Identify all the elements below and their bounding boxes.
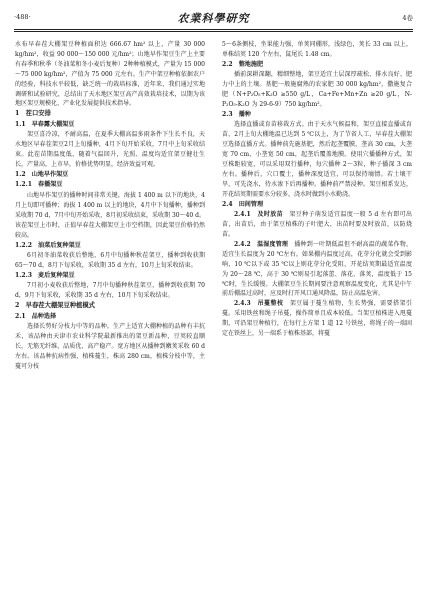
heading-section-2-1: 2.1 品种选择 [15,312,57,320]
paragraph-rape-rotation: 6月初冬油菜收获后整地，6月中旬播种秋茬架豆，播种到收获期 65～70 d，8月下旬采收，采收期 35 d 左右，10月上旬采收结束。 [15,252,205,269]
header-rule-top [14,29,413,30]
heading-section-2-2: 2.2 整地施肥 [222,60,264,68]
heading-section-2: 2 早春茬大棚架豆种植模式 [15,302,95,310]
header-rule-bottom [14,31,413,32]
paragraph-spring-sowing: 山地早作架豆的播种时间非常关键，海拔 1 400 m 以下的地块，4月上旬即可播种；海拔 1 400 m 以上的地块，4月中下旬播种，播种到采收期 70 d，7月中旬开始采收，8月初采收结束，采收期 30～40 d。该茬架豆上市时，正值早春茬大棚架豆上市空档期，因此架豆价格仍然较高。 [15,191,205,239]
heading-section-1-2-2: 1.2.2 油菜后复种架豆 [15,241,81,249]
paragraph-fertilizer: 插前深耕深翻，精细整地，架豆适宜土层深厚疏松、排水良好、肥力中上的土壤。基肥一般施腐熟的农家肥 30 000 kg/hm²，撒施复合肥（N+P₂O₅+K₂O ≥550 g/L，Ca+Fe+Mn+Zn ≥20 g/L，N-P₂O₅-K₂O 为 29-6-9）750 kg/hm²。 [222,71,412,109]
heading-section-2-4-1: 2.4.1 及时放苗 [234,211,283,219]
left-column [15,40,205,372]
heading-section-1-2: 1.2 山地早作架豆 [15,170,69,178]
paragraph-seedling-release [222,210,412,240]
heading-section-2-4-3: 2.4.3 吊蔓整枝 [234,300,284,308]
paragraph-temperature [222,240,412,299]
heading-section-1: 1 茬口安排 [15,110,51,118]
paragraph-wheat-rotation: 7月初小麦收获后整地，7月中旬播种秋茬架豆，播种到收获期 70 d，9月下旬采收，采收期 35 d 左右，10月下旬采收结束。 [15,282,205,300]
journal-title: 农業科學研究 [177,12,250,25]
text-vine-training: 架豆属于蔓生植物，生长势强，需要搭架引蔓。采用铁丝和绳子吊蔓，操作简单且成本较低。当架豆植株进入甩蔓期，可沿架豆种植行，在每行上方架 1 道 12 号铁丝，将绳子的一端固定在铁丝上，另一端系于植株基部，将蔓 [222,300,412,338]
paragraph-variety: 选择长势好分枝力中等的品种。生产上适宜大棚种植的品种有丰抗禾，该品种由天津市农业科学院最新推出的架豆新品种，豆荚较直顺长，无筋无纤维，品质优，高产稳产。宽方地区从播种到嫩荚采收 60 d 左右。该品种抗病性强，植株蔓生，株高 280 cm，植株分枝中等，主蔓可分枝 [15,323,205,370]
heading-section-1-2-1: 1.2.1 春播架豆 [15,181,63,189]
heading-section-1-2-3: 1.2.3 麦后复种架豆 [15,271,75,279]
paragraph-greenhouse: 架豆喜冷凉，不耐高温，在夏季大棚高温多雨条件下生长不良，天水地区早春茬架豆2月上旬播种，4月下旬开始采收，7月中上旬采收结束。此茬苗期温度低，随着气温回升，光照、温度均适宜架豆健壮生长，产量高，上市早，价格优势明显，经济效益可观。 [15,131,205,169]
volume-label: 4卷 [402,14,413,22]
heading-section-2-4: 2.4 田间管理 [222,200,264,208]
paragraph-intro: 水布早春茬大棚架豆种植面积达 666.67 hm² 以上，产量 30 000 kg/hm²，收益 90 000～150 000 元/hm²；山地早作架豆生产上主要有春季和秋季（冬油菜和冬小麦后复种）2种种植模式，产量为 15 000～75 000 kg/hm²，产值为 75 000 元左右。生产中架豆种植依据农户的经验，科技水平较低，缺乏统一的栽培标准，近年来，我们通过实地调研和试验研究，总结出了天水地区架豆高产高效栽培技术，以期为该地区架豆规模化、产业化发展提供技术指导。 [15,41,205,108]
paragraph-sowing: 选择直播或育苗移栽方式。由于天水气候温和，架豆直接直播或育苗，2月上旬大棚地温已达到 5 ℃以上，为了节省人工，早春茬大棚架豆选择直播方式。播种前先施基肥，然后起垄覆膜，垄高 30 cm，大垄宽 70 cm，小垄宽 50 cm，起垄后覆盖地膜。使用穴播播种方式，架豆株距较宽，可以采用双行播种，每穴播种 2～3粒，种子播深 3 cm 左右。播种后，穴口覆土，播种深度适宜，可以保持墒情。若土壤干旱，可先浇水，待水渗下后再播种。播种前严禁浸种。架豆根系发达，开花结荚期需要水分较多，浇水时做到小水勤浇。 [222,121,412,198]
page-header [14,10,413,27]
right-column [222,40,412,339]
text-temperature: 播种到一叶期低温但不耐高温的蔬菜作物，适宜生长温度为 20 ℃左右。如果棚内温度过高，花芽分化就会受到影响，10 ℃以下或 35 ℃以上则花芽分化受阻，开花结荚期最适宜温度为 20～28 ℃，高于 30 ℃则易引起落蕾、落花、落荚，温度低于 15 ℃时，生长缓慢。大棚架豆生长期间要注意观察温度变化，尤其是中午前后棚温过高时，应及时打开风口通风降温，防止高温危害。 [222,240,412,298]
paragraph-vine-training [222,299,412,339]
heading-section-2-4-2: 2.4.2 温湿度管理 [234,240,289,248]
text-seedling-release: 架豆种子萌发适宜温度一般 5 d 左右即可出苗，出苗后，由于架豆植株的子叶肥大，出苗时要及时放苗，以防烧苗。 [222,211,412,238]
page-number: ·488· [14,13,31,21]
heading-section-1-1: 1.1 早春露大棚架豆 [15,120,75,128]
paragraph-variety-cont: 5～6条侧枝，坐果能力强，单荚同棚形，浅绿色，荚长 33 cm 以上，单株结荚 120 个左右，鼠尾长 1.48 cm。 [222,41,412,58]
heading-section-2-3: 2.3 播种 [222,110,251,118]
